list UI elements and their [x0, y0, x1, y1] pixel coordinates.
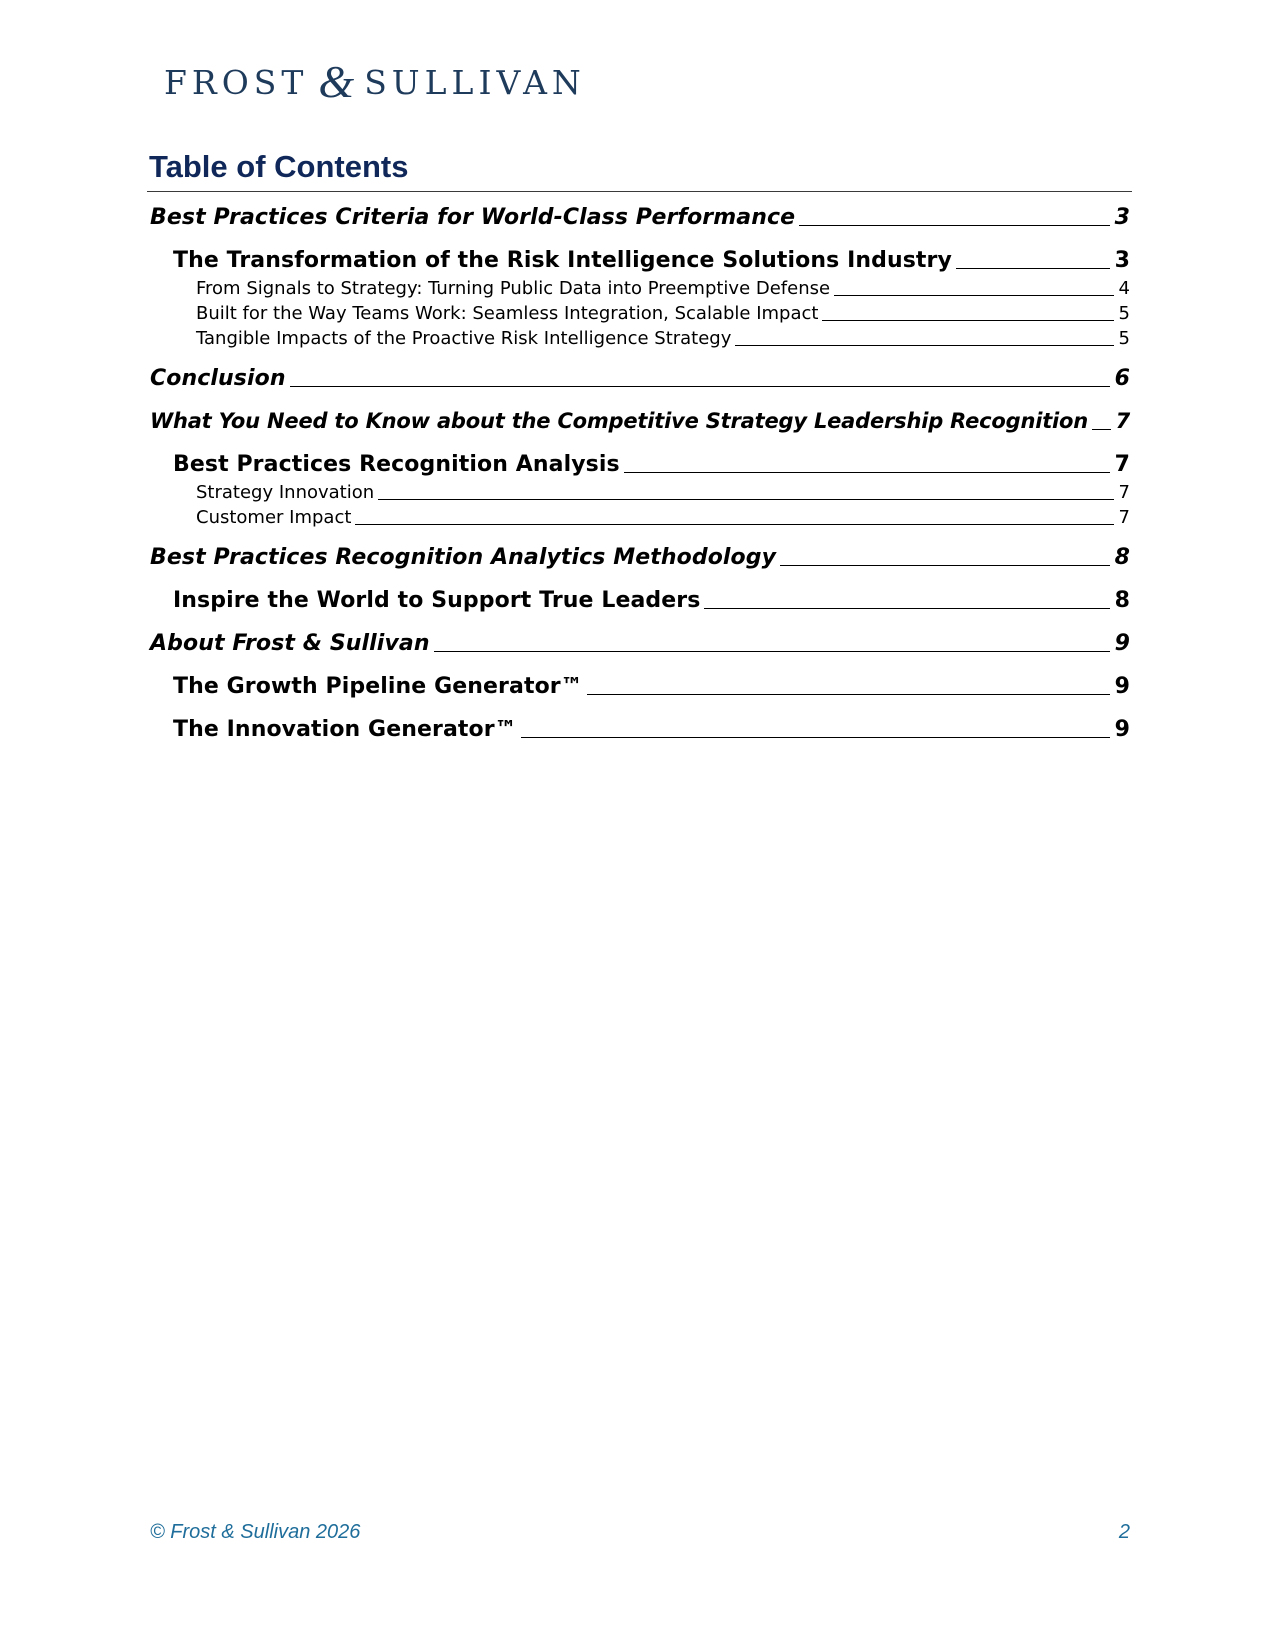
toc-entry-page: 9: [1114, 717, 1130, 742]
toc-entry-page: 6: [1114, 366, 1130, 391]
toc-entry-text: About Frost & Sullivan: [150, 631, 430, 656]
toc-entry-page: 7: [1118, 507, 1130, 528]
toc-entry-text: Best Practices Criteria for World-Class Performance: [150, 205, 796, 230]
toc-leader: [378, 499, 1113, 500]
toc-leader: [587, 694, 1110, 695]
logo-word-frost: FROST: [164, 63, 309, 102]
toc-entry[interactable]: [150, 631, 1130, 656]
toc-entry-page: 9: [1114, 631, 1130, 656]
logo-ampersand: &: [318, 56, 355, 107]
toc-entry-page: 5: [1118, 328, 1130, 349]
toc-entry-text: Conclusion: [150, 366, 286, 391]
toc-leader: [780, 565, 1110, 566]
toc-entry-text: Best Practices Recognition Analytics Methodology: [150, 545, 777, 570]
toc-entry[interactable]: [173, 248, 1130, 273]
toc-leader: [521, 737, 1110, 738]
toc-entry-page: 3: [1114, 205, 1130, 230]
toc-entry-text: Tangible Impacts of the Proactive Risk Intelligence Strategy: [196, 328, 732, 349]
toc-leader: [355, 524, 1113, 525]
toc-entry-page: 9: [1114, 674, 1130, 699]
toc-leader: [735, 345, 1113, 346]
toc-entry[interactable]: [196, 328, 1130, 349]
toc-leader: [434, 651, 1110, 652]
toc-entry[interactable]: [196, 482, 1130, 503]
toc-entry[interactable]: [150, 366, 1130, 391]
toc-leader: [704, 608, 1109, 609]
toc-entry[interactable]: [173, 717, 1130, 742]
toc-leader: [799, 225, 1109, 226]
toc-entry-text: The Transformation of the Risk Intelligence Solutions Industry: [173, 248, 952, 273]
toc-entry[interactable]: [196, 303, 1130, 324]
toc-entry-page: 3: [1114, 248, 1130, 273]
toc-leader: [624, 472, 1110, 473]
toc-entry[interactable]: [173, 674, 1130, 699]
toc-entry-text: The Innovation Generator™: [173, 717, 517, 742]
toc-entry-text: Best Practices Recognition Analysis: [173, 452, 620, 477]
toc-entry-page: 7: [1118, 482, 1130, 503]
toc-entry-page: 5: [1118, 303, 1130, 324]
toc-entry[interactable]: [196, 507, 1130, 528]
toc-entry-page: 4: [1118, 278, 1130, 299]
toc-leader: [834, 295, 1113, 296]
footer-copyright: © Frost & Sullivan 2026: [150, 1521, 361, 1543]
toc-entry-text: The Growth Pipeline Generator™: [173, 674, 583, 699]
toc-entry-text: Customer Impact: [196, 507, 352, 528]
footer-page-number: 2: [1118, 1521, 1130, 1543]
toc-entry-text: Built for the Way Teams Work: Seamless Integration, Scalable Impact: [196, 303, 819, 324]
toc-entry-text: What You Need to Know about the Competitive Strategy Leadership Recognition: [150, 409, 1089, 433]
page-title: Table of Contents: [149, 149, 409, 184]
toc-entry[interactable]: [150, 409, 1130, 433]
toc-entry-page: 7: [1115, 409, 1130, 433]
toc-entry-text: From Signals to Strategy: Turning Public Data into Preemptive Defense: [196, 278, 831, 299]
toc-leader: [822, 320, 1113, 321]
toc-entry[interactable]: [150, 205, 1130, 230]
toc-leader: [290, 386, 1110, 387]
logo-word-sullivan: SULLIVAN: [364, 63, 586, 102]
toc-entry[interactable]: [150, 545, 1130, 570]
toc-entry-page: 7: [1114, 452, 1130, 477]
toc-entry[interactable]: [196, 278, 1130, 299]
toc-leader: [956, 268, 1110, 269]
toc-entry-text: Inspire the World to Support True Leaders: [173, 588, 701, 613]
toc-entry-text: Strategy Innovation: [196, 482, 375, 503]
toc-entry-page: 8: [1114, 545, 1130, 570]
toc-entry[interactable]: [173, 588, 1130, 613]
toc-leader: [1092, 429, 1111, 430]
toc-entry-page: 8: [1114, 588, 1130, 613]
toc-entry[interactable]: [173, 452, 1130, 477]
